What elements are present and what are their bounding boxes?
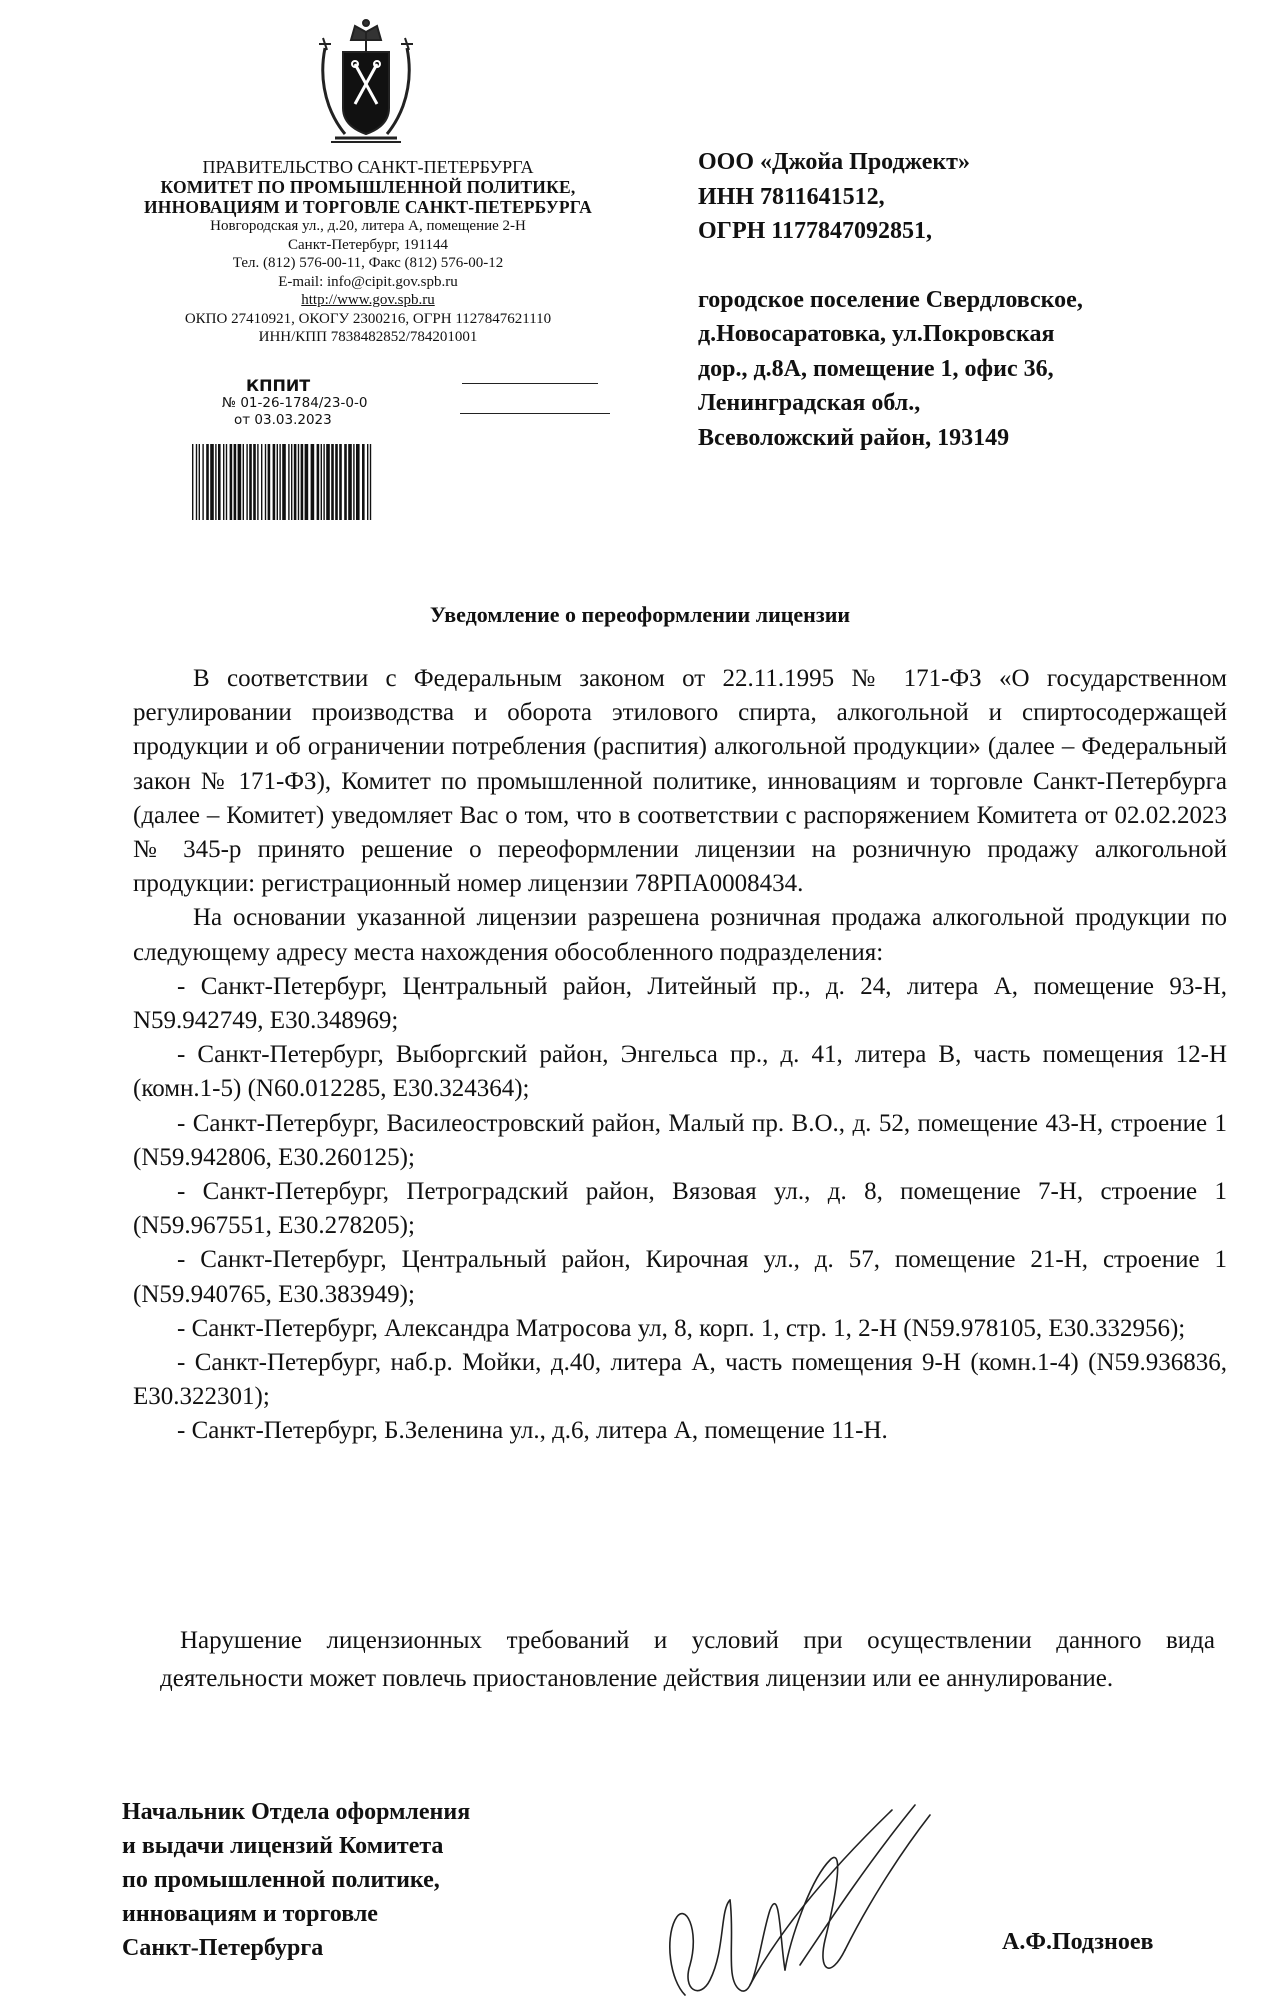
address-item: - Санкт-Петербург, Александра Матросова ул, 8, корп. 1, стр. 1, 2-Н (N59.978105, E30.332956); [177,1314,1186,1342]
position-line: инновациям и торговле [122,1901,378,1927]
address-item: - Санкт-Петербург, Василеостровский район, Малый пр. В.О., д. 52, помещение 43-Н, строение 1 (N59.942806, E30.260125); [133,1109,1227,1171]
sender-government: ПРАВИТЕЛЬСТВО САНКТ-ПЕТЕРБУРГА [202,157,534,177]
signatory-position [122,1795,582,1965]
address-item: - Санкт-Петербург, Петроградский район, Вязовая ул., д. 8, помещение 7-Н, строение 1 (N59.967551, E30.278205); [133,1178,1227,1240]
handwritten-signature [630,1790,970,2005]
registration-date: от 03.03.2023 [234,412,332,428]
recipient-address-line4: Ленинградская обл., [698,390,921,416]
recipient-address-line5: Всеволожский район, 193149 [698,424,1010,451]
sender-address1: Новгородская ул., д.20, литера А, помещение 2-Н [210,218,526,234]
position-line: Санкт-Петербурга [122,1935,324,1961]
blank-line-1 [462,383,598,384]
sender-codes2: ИНН/КПП 7838482852/784201001 [258,329,478,345]
sender-committee-line2: ИННОВАЦИЯМ И ТОРГОВЛЕ САНКТ-ПЕТЕРБУРГА [143,197,593,217]
sender-codes1: ОКПО 27410921, ОКОГУ 2300216, ОГРН 1127847621110 [184,310,552,327]
sender-phones: Тел. (812) 576-00-11, Факс (812) 576-00-12 [232,255,504,271]
recipient-inn: ИНН 7811641512, [698,183,885,210]
address-item: - Санкт-Петербург, Выборгский район, Энгельса пр., д. 41, литера В, часть помещения 12-Н (комн.1-5) (N60.012285, E30.324364); [133,1041,1227,1103]
recipient-block [698,145,1258,455]
warning-paragraph: Нарушение лицензионных требований и условий при осуществлении данного вида деятельности может повлечь приостановление действия лицензии или ее аннулирование. [160,1627,1215,1692]
sender-website-link[interactable]: http://www.gov.spb.ru [301,292,435,308]
recipient-ogrn: ОГРН 1177847092851, [698,218,932,244]
body-paragraph-1: В соответствии с Федеральным законом от 22.11.1995 № 171-ФЗ «О государственном регулировании производства и оборота этилового спирта, алкогольной и спиртосодержащей продукции и об ограничении потребления (распития) алкогольной продукции» (далее – Федеральный закон № 171-ФЗ), Комитет по промышленной политике, инновациям и торговле Санкт-Петербурга (далее – Комитет) уведомляет Вас о том, что в соответствии с распоряжением Комитета от 02.02.2023 № 345-р принято решение о переоформлении лицензии на розничную продажу алкогольной продукции: регистрационный номер лицензии 78РПА0008434. [133,665,1227,898]
barcode [192,444,375,520]
document-body [133,662,1227,1449]
address-item: - Санкт-Петербург, Центральный район, Кирочная ул., д. 57, помещение 21-Н, строение 1 (N59.940765, E30.383949); [133,1246,1227,1308]
address-item: - Санкт-Петербург, Б.Зеленина ул., д.6, литера А, помещение 11-Н. [177,1417,888,1445]
blank-line-2 [460,413,610,414]
spb-coat-of-arms-icon [315,18,417,146]
sender-committee-line1: КОМИТЕТ ПО ПРОМЫШЛЕННОЙ ПОЛИТИКЕ, [160,177,576,197]
warning-block [160,1622,1215,1698]
sender-address2: Санкт-Петербург, 191144 [288,236,448,253]
registration-stamp [222,377,392,429]
sender-email: E-mail: info@cipit.gov.spb.ru [278,273,458,290]
recipient-address-line2: д.Новосаратовка, ул.Покровская [698,321,1055,347]
position-line: Начальник Отдела оформления [122,1799,471,1825]
registration-org: КППИТ [246,376,311,395]
signer-name: А.Ф.Подзноев [1002,1929,1154,1955]
position-line: по промышленной политике, [122,1867,440,1893]
address-item: - Санкт-Петербург, Центральный район, Литейный пр., д. 24, литера А, помещение 93-Н, N59.942749, E30.348969; [133,972,1227,1035]
registration-number: № 01-26-1784/23-0-0 [222,395,368,411]
sender-block [118,157,618,347]
recipient-address-line1: городское поселение Свердловское, [698,286,1083,313]
address-item: - Санкт-Петербург, наб.р. Мойки, д.40, литера А, часть помещения 9-Н (комн.1-4) (N59.936836, E30.322301); [133,1349,1227,1411]
document-title: Уведомление о переоформлении лицензии [429,602,851,627]
recipient-address-line3: дор., д.8А, помещение 1, офис 36, [698,355,1054,382]
position-line: и выдачи лицензий Комитета [122,1833,444,1859]
body-paragraph-2: На основании указанной лицензии разрешена розничная продажа алкогольной продукции по следующему адресу места нахождения обособленного подразделения: [133,904,1227,966]
recipient-name: ООО «Джойа Проджект» [698,149,970,175]
